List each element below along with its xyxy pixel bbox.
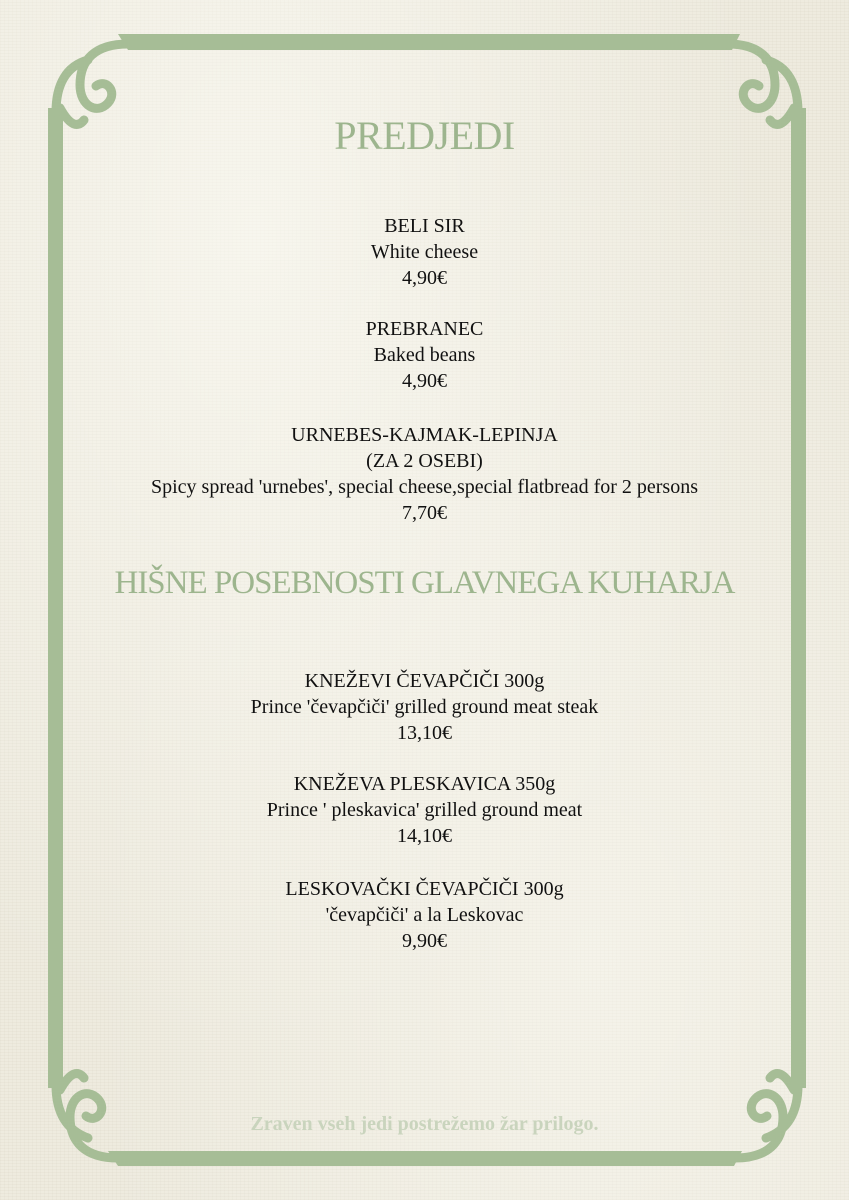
item-description: Prince ' pleskavica' grilled ground meat xyxy=(266,799,583,821)
item-price: 13,10€ xyxy=(397,722,452,744)
item-price: 4,90€ xyxy=(402,370,447,392)
menu-item xyxy=(0,668,849,746)
item-subtitle: (ZA 2 OSEBI) xyxy=(366,450,483,472)
item-description: 'čevapčiči' a la Leskovac xyxy=(325,904,524,926)
item-name: BELI SIR xyxy=(384,215,465,237)
item-price: 4,90€ xyxy=(402,267,447,289)
item-description: White cheese xyxy=(370,241,479,263)
footer-note: Zraven vseh jedi postrežemo žar prilogo. xyxy=(250,1113,599,1135)
section-title-specials: HIŠNE POSEBNOSTI GLAVNEGA KUHARJA xyxy=(114,565,735,601)
section-title-appetizers: PREDJEDI xyxy=(334,113,515,158)
item-description: Prince 'čevapčiči' grilled ground meat steak xyxy=(250,696,599,718)
menu-item xyxy=(0,213,849,291)
menu-item xyxy=(0,316,849,394)
item-price: 9,90€ xyxy=(402,930,447,952)
item-price: 14,10€ xyxy=(397,825,452,847)
menu-item xyxy=(0,771,849,849)
menu-item xyxy=(0,422,849,526)
item-name: LESKOVAČKI ČEVAPČIČI 300g xyxy=(285,878,564,900)
item-name: KNEŽEVI ČEVAPČIČI 300g xyxy=(304,670,545,692)
item-name: PREBRANEC xyxy=(365,318,484,340)
item-price: 7,70€ xyxy=(402,502,447,524)
item-name: URNEBES-KAJMAK-LEPINJA xyxy=(291,424,558,446)
item-description: Spicy spread 'urnebes', special cheese,special flatbread for 2 persons xyxy=(151,476,698,498)
menu-item xyxy=(0,876,849,954)
item-name: KNEŽEVA PLESKAVICA 350g xyxy=(293,773,556,795)
item-description: Baked beans xyxy=(373,344,476,366)
